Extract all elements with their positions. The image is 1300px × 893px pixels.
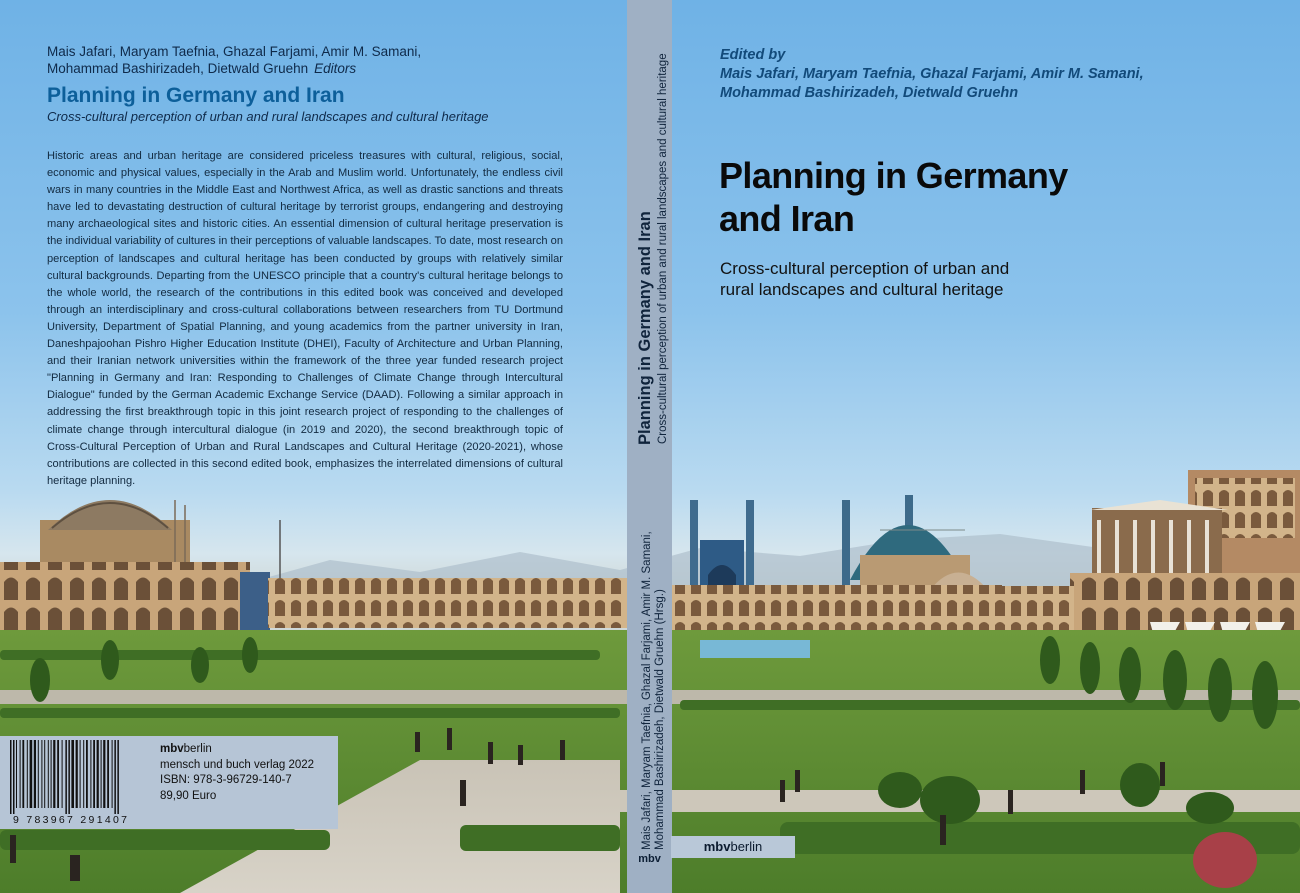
- front-publisher-brand: mbv: [703, 839, 731, 854]
- publisher-suffix: berlin: [183, 743, 212, 755]
- barcode-bar: [48, 740, 49, 808]
- barcode-bar: [51, 740, 52, 808]
- price: 89,90 Euro: [160, 789, 217, 802]
- barcode-bar: [71, 740, 74, 808]
- barcode-bar: [101, 740, 102, 808]
- barcode-bar: [22, 740, 24, 808]
- barcode-bar: [93, 740, 95, 808]
- barcode-bar: [68, 740, 70, 814]
- back-blurb: Historic areas and urban heritage are considered priceless treasures with cultural, religious, social, economic and physical values, especially in the Arab and Muslim world. Unfortunately, the endless civil wars in many countries in the Middle East and Northwest Africa, as well as drastic sanctions and threats have led to devastating destruction of cultural heritage by terrorist groups, endangering and destroying many archaeological sites and historic cities. An essential dimension of cultural heritage preservation is the individual variability of cultures in their perceptions of valuable landscapes. To date, most research on perception of landscapes and cultural heritage has been conducted by groups with relatively similar cultural backgrounds. Departing from the UNESCO principle that a country's cultural heritage belongs to the whole world, the research of the contributions in this edited book was conceived and developed through an interdisciplinary and cross-cultural collaborations between researchers from TU Dortmund University, Department of Spatial Planning, and young academics from the partner university in Iran, Daneshpajoohan Pishro Higher Education Institute (DHEI), Faculty of Architecture and Urban Planning, and their Iranian network universities within the framework of the three year funded research project "Planning in Germany and Iran: Responding to Challenges of Climate Change through Intercultural Dialogue" funded by the German Academic Exchange Service (DAAD). Following a similar approach in addressing the first breakthrough topic in this joint research project of responding to the challenges of climate change through intercultural dialogue (in 2019 and 2020), the second breakthrough topic of Cross-Cultural Perception of Urban and Rural Landscapes and Cultural Heritage (2020-2021), whose contributions are collected in this second edited book, emphasizes the interrelated dimensions of cultural heritage planning.: [47, 150, 563, 487]
- front-edited-by: Edited by: [720, 47, 786, 63]
- barcode-bar: [117, 740, 119, 814]
- back-editors-role: Editors: [314, 61, 357, 76]
- barcode-image: [6, 740, 156, 814]
- barcode-bar: [90, 740, 91, 808]
- barcode-bar: [30, 740, 33, 808]
- back-editors: [47, 43, 607, 77]
- barcode-bar: [80, 740, 81, 808]
- barcode-bar: [114, 740, 116, 814]
- spine-subtitle: Cross-cultural perception of urban and rural landscapes and cultural heritage: [657, 53, 669, 444]
- spine-editors-line1: Mais Jafari, Maryam Taefnia, Ghazal Farjami, Amir M. Samani,: [641, 531, 653, 850]
- back-editors-line2: Mohammad Bashirizadeh, Dietwald Gruehn: [47, 61, 309, 76]
- spine-title: Planning in Germany and Iran: [636, 211, 654, 445]
- arcade-back: [268, 578, 628, 628]
- back-subtitle: Cross-cultural perception of urban and rural landscapes and cultural heritage: [47, 109, 489, 124]
- barcode-bar: [62, 740, 63, 808]
- spine-logo: mbv: [638, 853, 661, 865]
- back-title: Planning in Germany and Iran: [47, 84, 345, 107]
- barcode-bar: [57, 740, 59, 808]
- front-title-line1: Planning in Germany: [719, 155, 1068, 196]
- barcode-bar: [20, 740, 21, 808]
- spine-editors-line2: Mohammad Bashirizadeh, Dietwald Gruehn (Hrsg.): [654, 589, 666, 850]
- front-subtitle-line2: rural landscapes and cultural heritage: [720, 280, 1004, 299]
- barcode-bar: [112, 740, 113, 808]
- publisher-info: [160, 742, 314, 804]
- barcode-bar: [83, 740, 84, 808]
- barcode-bar: [86, 740, 88, 808]
- pool: [700, 640, 810, 658]
- barcode-bar: [34, 740, 36, 808]
- barcode-bar: [65, 740, 67, 814]
- front-editors-line1: Mais Jafari, Maryam Taefnia, Ghazal Farjami, Amir M. Samani,: [720, 66, 1144, 82]
- barcode-bar: [38, 740, 39, 808]
- front-editors: [720, 65, 1240, 103]
- barcode-bar: [16, 740, 17, 808]
- barcode-number: 9 783967 291407: [13, 814, 130, 826]
- back-editors-line1: Mais Jafari, Maryam Taefnia, Ghazal Farjami, Amir M. Samani,: [47, 44, 422, 59]
- front-publisher-badge: [671, 836, 795, 858]
- arcade-front: [672, 585, 1002, 630]
- front-title-line2: and Iran: [719, 198, 855, 239]
- front-title: [719, 154, 1139, 240]
- front-subtitle: [720, 258, 1100, 300]
- barcode-bar: [41, 740, 42, 808]
- barcode-bar: [44, 740, 45, 808]
- barcode-bar: [10, 740, 12, 814]
- publisher-brand: mbv: [160, 743, 184, 755]
- barcode-bar: [13, 740, 15, 814]
- front-publisher-suffix: berlin: [730, 839, 763, 854]
- front-subtitle-line1: Cross-cultural perception of urban and: [720, 259, 1010, 278]
- front-editors-line2: Mohammad Bashirizadeh, Dietwald Gruehn: [720, 85, 1019, 101]
- barcode-bar: [53, 740, 55, 808]
- barcode-label: [0, 736, 338, 829]
- publisher-line: mensch und buch verlag 2022: [160, 758, 315, 771]
- barcode-bar: [103, 740, 105, 808]
- barcode-bar: [107, 740, 109, 808]
- barcode-bar: [27, 740, 28, 808]
- isbn: ISBN: 978-3-96729-140-7: [160, 774, 292, 786]
- barcode-bar: [76, 740, 78, 808]
- barcode-bar: [97, 740, 99, 808]
